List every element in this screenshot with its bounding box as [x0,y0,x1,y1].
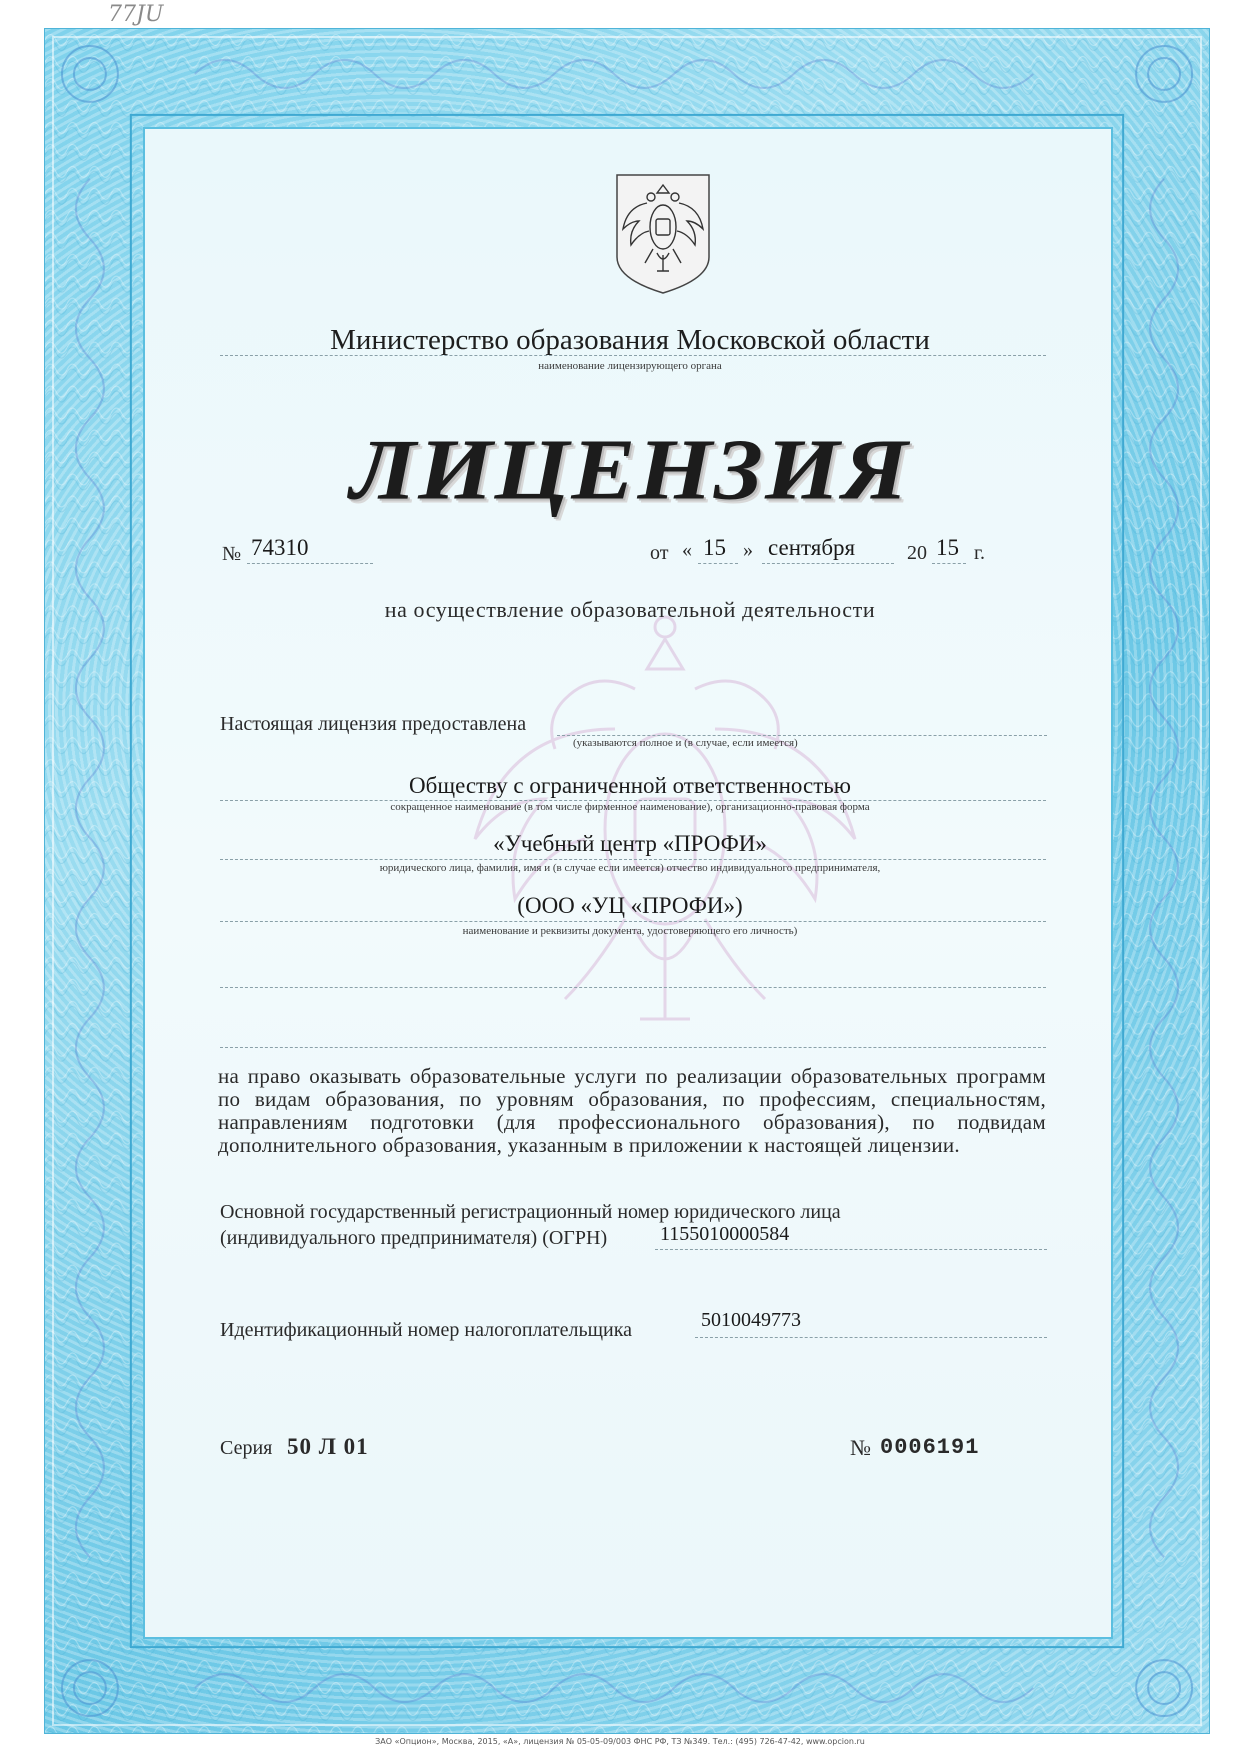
authority-underline [220,355,1046,356]
date-open-quote: « [682,539,692,561]
license-number-underline [247,563,373,564]
blank-line-2 [220,1047,1046,1048]
authority-caption: наименование лицензирующего органа [538,360,722,372]
double-headed-eagle-watermark [465,599,865,1049]
ogrn-label-line-1: Основной государственный регистрационный номер юридического лица [220,1201,841,1223]
ogrn-underline [655,1249,1047,1250]
document-title: ЛИЦЕНЗИЯ [350,421,910,518]
year-prefix: 20 [907,542,927,564]
date-day: 15 [703,535,726,560]
granted-underline [557,735,1047,736]
licensee-line-2: «Учебный центр «ПРОФИ» [493,831,767,856]
caption-1: (указываются полное и (в случае, если имеется) [573,737,798,749]
series-value: 50 Л 01 [287,1434,369,1459]
inn-label: Идентификационный номер налогоплательщика [220,1319,633,1341]
caption-2: сокращенное наименование (в том числе фирменное наименование), организационно-правовая форма [390,801,870,813]
certificate-body [143,127,1113,1639]
day-underline [698,563,738,564]
licensee-line-1: Обществу с ограниченной ответственностью [409,773,851,798]
year-underline [932,563,966,564]
printer-imprint: ЗАО «Опцион», Москва, 2015, «А», лицензия № 05-05-09/003 ФНС РФ, ТЗ №349. Тел.: (495) 726-47-42, www.opcion.ru [375,1737,865,1746]
certificate-frame [44,28,1210,1734]
licensing-authority: Министерство образования Московской области [330,324,930,356]
blank-line-1 [220,987,1046,988]
license-number: 74310 [251,535,309,560]
year-suffix: 15 [936,535,959,560]
ogrn-value: 1155010000584 [660,1223,790,1245]
date-prefix: от [650,542,669,564]
caption-4: наименование и реквизиты документа, удостоверяющего его личность) [462,925,798,937]
ogrn-label-line-2: (индивидуального предпринимателя) (ОГРН) [220,1227,608,1249]
scan-handwritten-mark: 77JU [108,2,164,27]
licensee-short-name: (ООО «УЦ «ПРОФИ») [517,893,743,918]
licensee-line-3-underline [220,921,1046,922]
caption-3: юридического лица, фамилия, имя и (в случае если имеется) отчество индивидуального предпринимателя, [379,862,881,874]
license-purpose: на осуществление образовательной деятельности [384,597,876,622]
year-unit: г. [974,542,985,564]
granted-label: Настоящая лицензия предоставлена [220,713,527,735]
rights-paragraph: на право оказывать образовательные услуги по реализации образовательных программ по видам образования, по уровням образования, по профессиям, специальностям, направлениям подготовки (для профессионального образования), по подвидам дополнительного образования, указанным в приложении к настоящей лицензии. [218,1064,1046,1157]
form-number-value: 0006191 [880,1435,980,1460]
date-month: сентября [768,535,856,560]
number-label: № [222,543,242,565]
licensee-line-2-underline [220,859,1046,860]
month-underline [762,563,894,564]
series-label: Серия [220,1437,273,1459]
inn-value: 5010049773 [701,1309,801,1331]
inn-underline [695,1337,1047,1338]
coat-of-arms-icon [613,171,713,295]
date-close-quote: » [743,539,753,561]
form-number-label: № [850,1435,871,1460]
